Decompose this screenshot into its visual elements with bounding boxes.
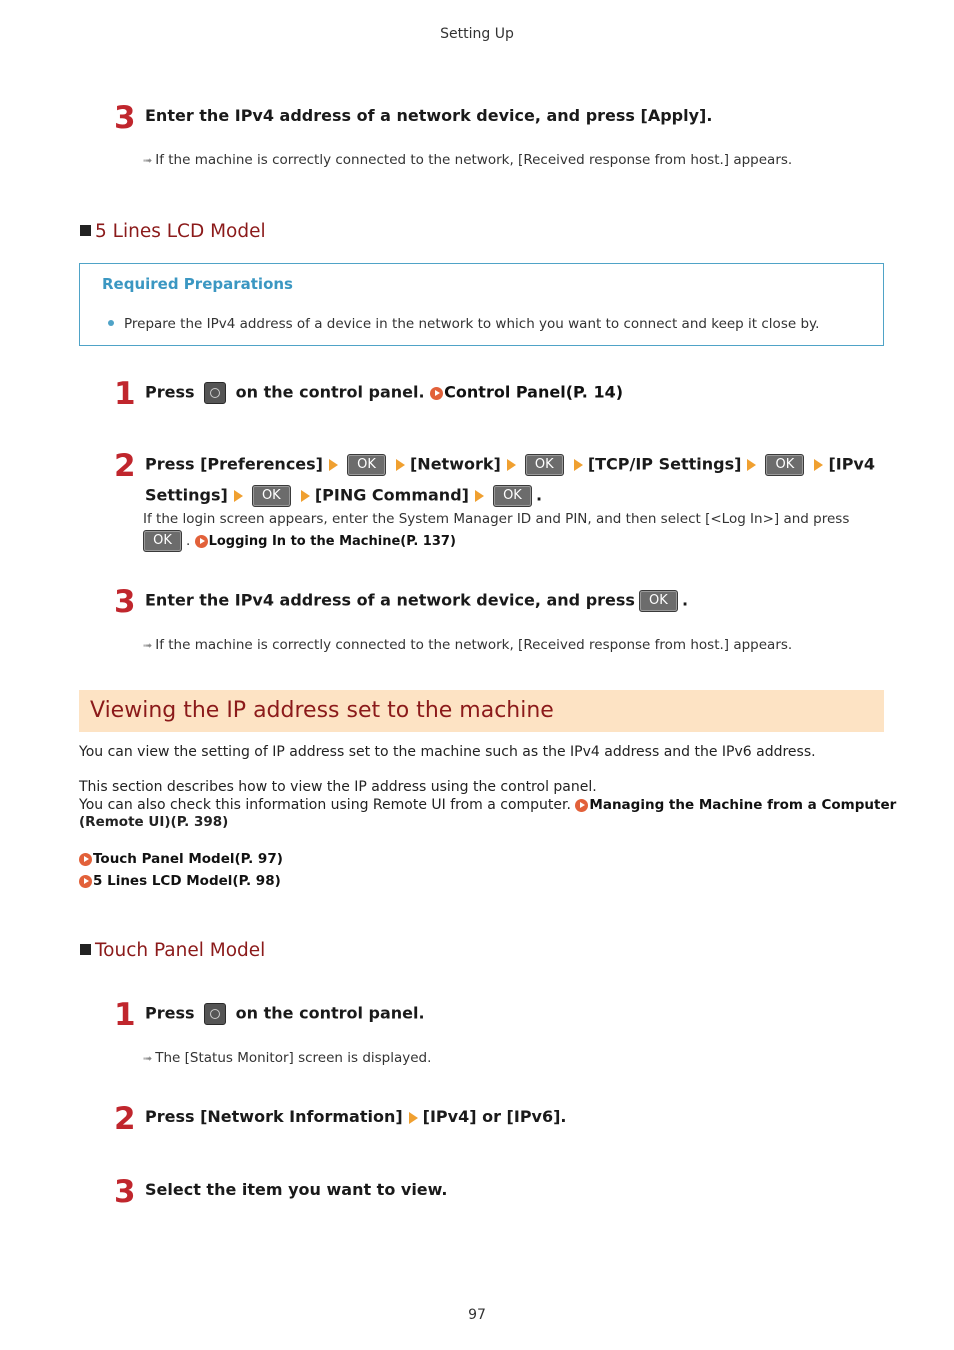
step-number: 1 — [114, 376, 136, 412]
step-text: Select the item you want to view. — [145, 1180, 448, 1199]
ok-key-icon: OK — [252, 485, 291, 507]
step-text: Press on the control panel. — [145, 1003, 425, 1025]
next-arrow-icon — [396, 459, 405, 471]
running-header: Setting Up — [440, 26, 514, 42]
next-arrow-icon — [329, 459, 338, 471]
nav-link-lcd[interactable]: 5 Lines LCD Model(P. 98) — [79, 873, 281, 889]
link-arrow-icon — [79, 875, 92, 888]
remote-ui-link[interactable]: Managing the Machine from a Computer — [589, 797, 897, 813]
bullet-icon — [108, 320, 114, 326]
page-number: 97 — [468, 1307, 486, 1323]
ok-key-icon: OK — [765, 454, 804, 476]
step-note-line2: OK . Logging In to the Machine(P. 137) — [139, 530, 456, 552]
paragraph: You can view the setting of IP address set to the machine such as the IPv4 address and the IPv6 address. — [79, 744, 816, 760]
next-arrow-icon — [475, 490, 484, 502]
step-text: Enter the IPv4 address of a network device, and press OK . — [145, 590, 688, 612]
link-arrow-icon — [575, 799, 588, 812]
subsection-heading-touch: Touch Panel Model — [80, 940, 265, 961]
step-text: Press on the control panel. Control Panel(P. 14) — [145, 382, 623, 404]
preparation-item: Prepare the IPv4 address of a device in the network to which you want to connect and keep it close by. — [108, 316, 819, 332]
result-arrow-icon: ➟ — [143, 1052, 153, 1065]
square-bullet-icon — [80, 944, 91, 955]
next-arrow-icon — [814, 459, 823, 471]
step-result: ➟ The [Status Monitor] screen is displayed. — [143, 1050, 432, 1066]
next-arrow-icon — [574, 459, 583, 471]
nav-link-touch[interactable]: Touch Panel Model(P. 97) — [79, 851, 283, 867]
step-number: 2 — [114, 448, 136, 484]
next-arrow-icon — [507, 459, 516, 471]
ok-key-icon: OK — [493, 485, 532, 507]
status-monitor-key-icon — [204, 1003, 226, 1025]
step-text-line2: Settings] OK [PING Command] OK . — [145, 485, 542, 507]
next-arrow-icon — [301, 490, 310, 502]
section-title: Viewing the IP address set to the machine — [90, 698, 554, 723]
step-number: 3 — [114, 584, 136, 620]
step-text: Press [Network Information] [IPv4] or [IPv6]. — [145, 1107, 567, 1126]
remote-ui-link-cont[interactable]: (Remote UI)(P. 398) — [79, 814, 229, 830]
step-number: 3 — [114, 1174, 136, 1210]
required-preparations-title: Required Preparations — [102, 275, 293, 293]
link-arrow-icon — [79, 853, 92, 866]
step-result: ➟ If the machine is correctly connected to the network, [Received response from host.] appears. — [143, 637, 793, 653]
square-bullet-icon — [80, 225, 91, 236]
paragraph: You can also check this information using Remote UI from a computer. Managing the Machine from a Computer — [79, 797, 897, 813]
next-arrow-icon — [409, 1112, 418, 1124]
control-panel-link[interactable]: Control Panel(P. 14) — [444, 382, 624, 402]
subsection-heading-lcd: 5 Lines LCD Model — [80, 221, 266, 242]
step-number: 3 — [114, 100, 136, 136]
result-arrow-icon: ➟ — [143, 154, 153, 167]
link-arrow-icon — [430, 387, 443, 400]
step-text-line1: Press [Preferences] OK [Network] OK [TCP/IP Settings] OK [IPv4 — [145, 454, 875, 476]
next-arrow-icon — [234, 490, 243, 502]
login-link[interactable]: Logging In to the Machine(P. 137) — [208, 534, 456, 549]
ok-key-icon: OK — [525, 454, 564, 476]
ok-key-icon: OK — [639, 590, 678, 612]
link-arrow-icon — [195, 535, 208, 548]
step-note: If the login screen appears, enter the System Manager ID and PIN, and then select [<Log In>] and press — [143, 511, 850, 527]
step-text: Enter the IPv4 address of a network device, and press [Apply]. — [145, 106, 713, 125]
ok-key-icon: OK — [143, 530, 182, 552]
paragraph: This section describes how to view the IP address using the control panel. — [79, 779, 597, 795]
step-number: 2 — [114, 1101, 136, 1137]
step-result: ➟ If the machine is correctly connected to the network, [Received response from host.] appears. — [143, 152, 793, 168]
result-arrow-icon: ➟ — [143, 639, 153, 652]
ok-key-icon: OK — [347, 454, 386, 476]
menu-key-icon — [204, 382, 226, 404]
step-number: 1 — [114, 997, 136, 1033]
next-arrow-icon — [747, 459, 756, 471]
